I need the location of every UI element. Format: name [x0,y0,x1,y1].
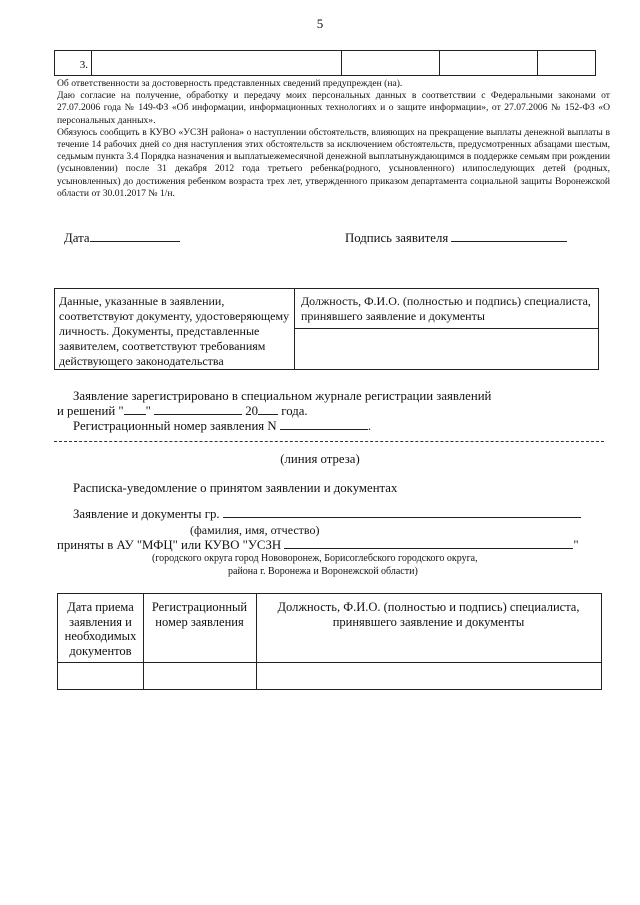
table-column [143,594,257,689]
obligation-text: Обязуюсь сообщить в КУВО «УСЗН района» о наступлении обстоятельств, влияющих на прекращение выплаты денежной выплаты в течение 14 рабочих дней со дня наступления этих обстоятельств за исключением обстоятельств, предусмотренных абзацами шестым, седьмым пункта 3.4 Порядка назначения и выплатыежемесячной денежной выплатынуждающимся в поддержке семьям при рождении (усыновлении) после 31 декабря 2012 года третьего ребенка(родного, усыновленного) илипоследующих детей (родных, усыновленных) до достижения ребенком возраста трех лет, утвержденного приказом департамента социальной защиты Воронежской области от 30.01.2017 № 1/н. [57,126,610,199]
registration-line-3: Регистрационный номер заявления N . [73,419,372,433]
registration-line-2: и решений " " 20 года. [57,404,308,418]
date-input-line[interactable] [90,241,180,242]
table-cell [91,51,342,75]
registration-line-1: Заявление зарегистрировано в специальном журнале регистрации заявлений [73,389,492,403]
signature-input-line[interactable] [451,241,567,242]
receipt-title: Расписка-уведомление о принятом заявлении и документах [73,481,398,495]
row-number: 3. [79,59,88,71]
table-header-specialist: Должность, Ф.И.О. (полностью и подпись) специалиста, принявшего заявление и документы [277,600,580,629]
table-column [58,594,144,689]
agreement-text: Даю согласие на получение, обработку и передачу моих персональных данных в соответствии с Федеральными законами от 27.07.2006 года № 149-ФЗ «Об информации, информационных технологиях и о защите информации», от 27.07.2006 № 152-ФЗ «О персональных данных». [57,90,610,126]
cut-line-label: (линия отреза) [280,452,360,466]
verification-header: Должность, Ф.И.О. (полностью и подпись) специалиста, принявшего заявление и документы [295,289,598,329]
signature-field [345,231,567,246]
district-caption-1: (городского округа город Нововоронеж, Борисоглебского городского округа, [152,553,478,564]
accepted-in-label: приняты в АУ "МФЦ" или КУВО "УСЗН [57,538,282,552]
table-cell [341,51,440,75]
table-row-divider [58,662,601,663]
table-column [256,594,601,689]
table-cell-number [55,51,92,75]
table-row [54,50,596,76]
day-input-line[interactable] [124,414,146,415]
receipt-accepted-in: приняты в АУ "МФЦ" или КУВО "УСЗН " [57,538,579,552]
office-input-line[interactable] [284,548,573,549]
fio-caption: (фамилия, имя, отчество) [190,523,320,537]
page-number: 5 [316,16,324,31]
table-cell [439,51,538,75]
date-field [64,231,180,246]
year-input-line[interactable] [258,414,278,415]
cut-line [54,441,604,442]
receipt-table [57,593,602,690]
district-caption-2: района г. Воронежа и Воронежской области) [228,566,418,577]
signature-label: Подпись заявителя [345,231,449,245]
verification-statement: Данные, указанные в заявлении, соответствуют документу, удостоверяющему личность. Документы, представленные заявителем, соответствуют требованиям действующего законодательства [54,288,295,370]
consent-block [57,78,610,200]
table-header-reg-number: Регистрационный номер заявления [151,600,248,629]
applicant-name-input[interactable] [223,517,581,518]
responsibility-text: Об ответственности за достоверность представленных сведений предупрежден (на). [57,78,403,89]
date-label: Дата [64,231,90,245]
registration-number-label: Регистрационный номер заявления N [73,419,277,433]
docs-from-label: Заявление и документы гр. [73,507,220,521]
month-input-line[interactable] [154,414,242,415]
table-header-date: Дата приема заявления и необходимых документов [64,600,137,658]
registration-number-input[interactable] [280,429,368,430]
verification-signature-box [295,288,599,370]
receipt-docs-from [73,507,581,522]
